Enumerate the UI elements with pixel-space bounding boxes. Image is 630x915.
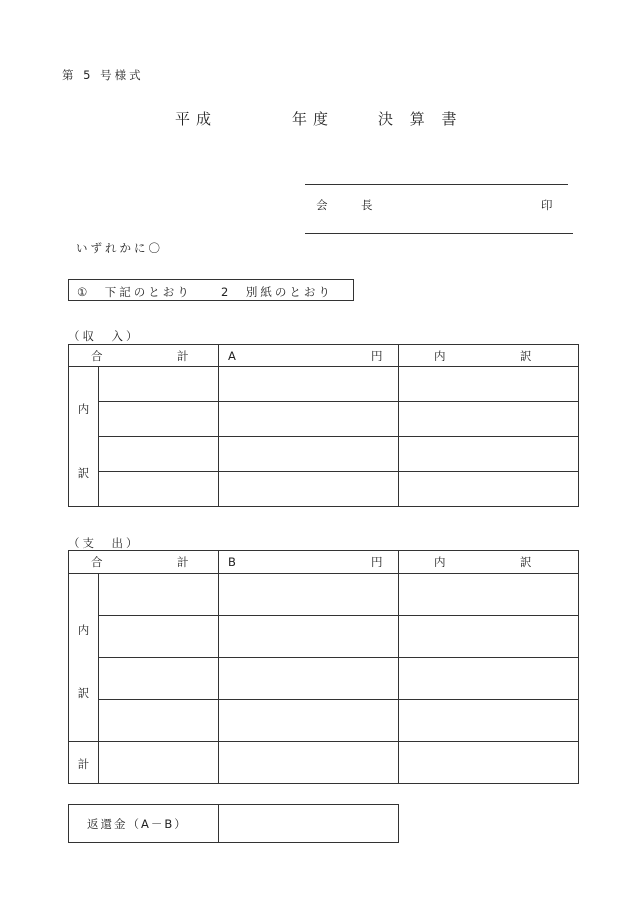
choice-option-2: 2 別紙のとおり (221, 285, 333, 299)
income-amount-cell[interactable] (219, 437, 399, 472)
refund-amount-cell[interactable] (219, 805, 399, 843)
income-item-cell[interactable] (99, 437, 219, 472)
expense-breakdown-label-1: 内 (434, 555, 446, 569)
expense-subtotal-note-cell[interactable] (399, 742, 579, 784)
income-table (68, 344, 579, 507)
expense-breakdown-label-2: 訳 (520, 555, 532, 569)
expense-side-label-2: 訳 (77, 686, 90, 700)
expense-side-label-1: 内 (77, 623, 90, 637)
form-number: 第 5 号様式 (62, 68, 144, 82)
income-row (69, 472, 579, 507)
refund-label: 返還金（A－B） (87, 816, 188, 831)
title-era: 平成 (175, 110, 218, 128)
income-note-cell[interactable] (399, 472, 579, 507)
expense-item-cell[interactable] (99, 658, 219, 700)
income-total-label-1: 合 (91, 348, 103, 363)
income-item-cell[interactable] (99, 472, 219, 507)
income-note-cell[interactable] (399, 367, 579, 402)
income-breakdown-label-1: 内 (434, 348, 446, 363)
income-amount-cell[interactable] (219, 367, 399, 402)
choice-box (68, 279, 354, 301)
expense-table (68, 550, 579, 784)
income-row (69, 367, 579, 402)
refund-table (68, 804, 399, 843)
expense-header-row (69, 551, 579, 574)
expense-row (69, 658, 579, 700)
income-amount-cell[interactable] (219, 472, 399, 507)
expense-amount-cell[interactable] (219, 658, 399, 700)
signature-kai: 会 (316, 198, 331, 212)
expense-yen-label: 円 (371, 555, 383, 569)
signature-cho: 長 (361, 198, 376, 212)
expense-note-cell[interactable] (399, 616, 579, 658)
expense-row (69, 700, 579, 742)
income-side-cell (69, 367, 99, 507)
expense-total-label-2: 計 (177, 555, 189, 569)
expense-amount-letter: B (228, 555, 236, 569)
expense-item-cell[interactable] (99, 616, 219, 658)
income-amount-letter: A (228, 348, 236, 363)
expense-subtotal-item-cell[interactable] (99, 742, 219, 784)
income-total-label-2: 計 (177, 348, 189, 363)
expense-amount-cell[interactable] (219, 700, 399, 742)
income-row (69, 402, 579, 437)
income-section-label: （収 入） (68, 329, 141, 343)
seal-mark: 印 (541, 198, 556, 212)
expense-subtotal-row (69, 742, 579, 784)
expense-subtotal-amount-cell[interactable] (219, 742, 399, 784)
income-side-label-2: 訳 (77, 466, 90, 480)
title-kessansho: 決 算 書 (378, 110, 463, 128)
expense-note-cell[interactable] (399, 700, 579, 742)
choice-instruction: いずれかに〇 (76, 241, 163, 255)
income-item-cell[interactable] (99, 367, 219, 402)
expense-row (69, 616, 579, 658)
expense-note-cell[interactable] (399, 658, 579, 700)
income-row (69, 437, 579, 472)
expense-subtotal-label: 計 (77, 757, 90, 771)
income-amount-cell[interactable] (219, 402, 399, 437)
income-note-cell[interactable] (399, 437, 579, 472)
signature-bottom-line (305, 233, 573, 234)
income-yen-label: 円 (371, 348, 383, 363)
income-item-cell[interactable] (99, 402, 219, 437)
expense-amount-cell[interactable] (219, 574, 399, 616)
choice-option-1: ① 下記のとおり (77, 285, 192, 299)
expense-side-cell (69, 574, 99, 742)
expense-row (69, 574, 579, 616)
title-nendo: 年度 (292, 110, 335, 128)
expense-item-cell[interactable] (99, 700, 219, 742)
income-note-cell[interactable] (399, 402, 579, 437)
expense-subtotal-cell (69, 742, 99, 784)
expense-note-cell[interactable] (399, 574, 579, 616)
expense-total-label-1: 合 (91, 555, 103, 569)
expense-item-cell[interactable] (99, 574, 219, 616)
income-breakdown-label-2: 訳 (520, 348, 532, 363)
income-header-row (69, 345, 579, 367)
signature-top-line (305, 184, 568, 185)
expense-section-label: （支 出） (68, 536, 141, 550)
income-side-label-1: 内 (77, 402, 90, 416)
expense-amount-cell[interactable] (219, 616, 399, 658)
